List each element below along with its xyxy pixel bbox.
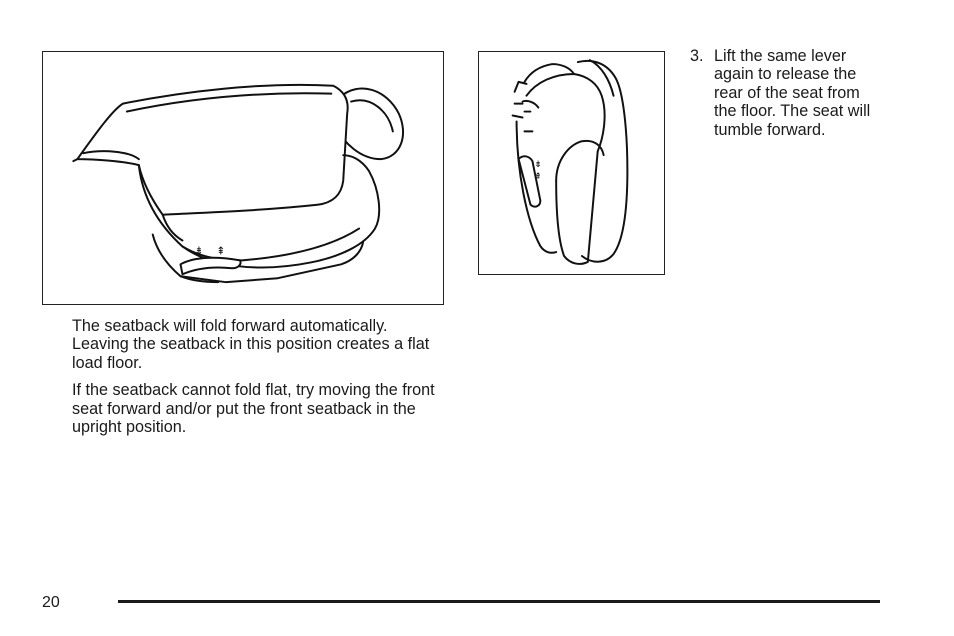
folded-seat-drawing bbox=[43, 52, 443, 304]
seatback-fold-instructions bbox=[72, 317, 438, 445]
tumbled-seat-drawing bbox=[479, 52, 664, 274]
paragraph-cannot-fold: If the seatback cannot fold flat, try moving the front seat forward and/or put the front seatback in the upright position. bbox=[72, 381, 435, 437]
seat-tumbled-illustration bbox=[478, 51, 665, 275]
page-number: 20 bbox=[42, 594, 60, 611]
lever-mark-1: ⇟ bbox=[534, 159, 542, 170]
lever-mark-2: ⇞ bbox=[216, 244, 226, 258]
footer-rule bbox=[118, 600, 880, 603]
seat-folded-illustration bbox=[42, 51, 444, 305]
lever-mark-1: ⇟ bbox=[194, 244, 204, 258]
paragraph-seatback-folds: The seatback will fold forward automatically. Leaving the seatback in this position creates a flat load floor. bbox=[72, 317, 430, 372]
step-3 bbox=[690, 47, 890, 139]
lever-mark-2: ⇞ bbox=[534, 171, 542, 182]
step-number: 3. bbox=[690, 47, 704, 65]
step-text: Lift the same lever again to release the rear of the seat from the floor. The seat will tumble forward. bbox=[714, 47, 871, 139]
